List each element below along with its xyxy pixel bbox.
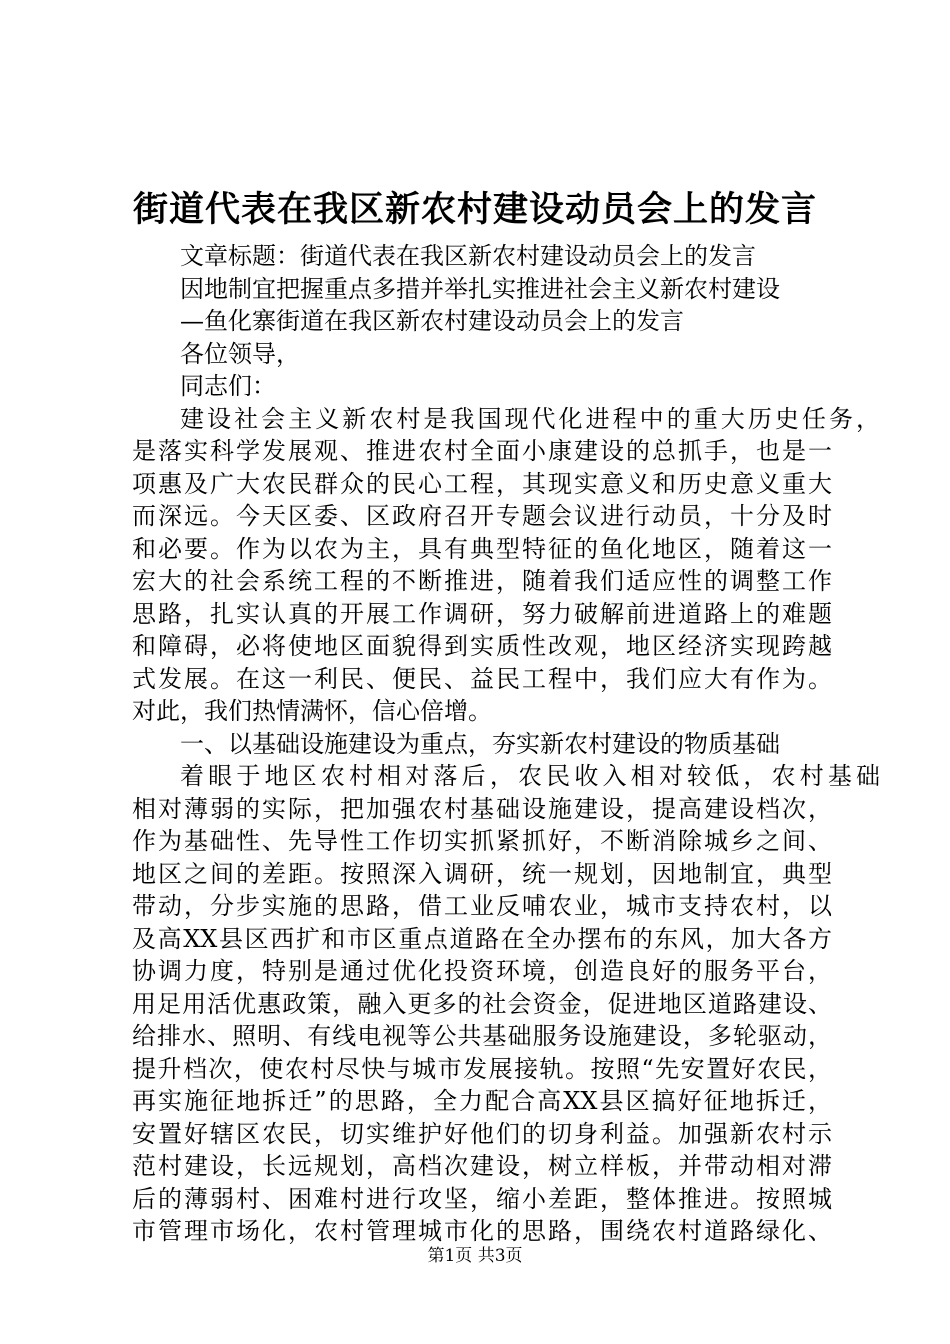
paragraph-line: 而深远。今天区委、区政府召开专题会议进行动员，十分及时 [132, 502, 832, 530]
paragraph-line: 相对薄弱的实际，把加强农村基础设施建设，提高建设档次， [132, 794, 832, 823]
paragraph-line: 再实施征地拆迁”的思路，全力配合高XX县区搞好征地拆迁， [132, 1087, 832, 1115]
paragraph-line: 作为基础性、先导性工作切实抓紧抓好，不断消除城乡之间、 [132, 827, 832, 855]
paragraph-line: 是落实科学发展观、推进农村全面小康建设的总抓手，也是一 [132, 437, 832, 465]
paragraph-line: 带动，分步实施的思路，借工业反哺农业，城市支持农村，以 [132, 892, 832, 920]
subtitle-line: —鱼化寨街道在我区新农村建设动员会上的发言 [180, 307, 684, 335]
paragraph-line: 安置好辖区农民，切实维护好他们的切身利益。加强新农村示 [132, 1119, 832, 1148]
subtitle-line: 因地制宜把握重点多措并举扎实推进社会主义新农村建设 [180, 274, 780, 303]
paragraph-line: 思路，扎实认真的开展工作调研，努力破解前进道路上的难题 [132, 599, 832, 628]
paragraph-line: 范村建设，长远规划，高档次建设，树立样板，并带动相对滞 [132, 1152, 832, 1180]
paragraph-line: 对此，我们热情满怀，信心倍增。 [132, 697, 492, 725]
paragraph-line: 协调力度，特别是通过优化投资环境，创造良好的服务平台， [132, 957, 832, 985]
page-footer: 第1页 共3页 [427, 1246, 523, 1266]
paragraph-line: 和必要。作为以农为主，具有典型特征的鱼化地区，随着这一 [132, 534, 832, 563]
salutation-line: 各位领导， [180, 339, 300, 368]
paragraph-line: 项惠及广大农民群众的民心工程，其现实意义和历史意义重大 [132, 469, 832, 498]
paragraph-line: 给排水、照明、有线电视等公共基础服务设施建设，多轮驱动， [132, 1022, 832, 1050]
paragraph-line: 用足用活优惠政策，融入更多的社会资金，促进地区道路建设、 [132, 989, 832, 1018]
article-title-line: 文章标题：街道代表在我区新农村建设动员会上的发言 [180, 242, 756, 270]
document-body [132, 240, 880, 1248]
paragraph-line: 提升档次，使农村尽快与城市发展接轨。按照“先安置好农民， [132, 1054, 832, 1083]
paragraph-line: 式发展。在这一利民、便民、益民工程中，我们应大有作为。 [132, 664, 832, 693]
document-title: 街道代表在我区新农村建设动员会上的发言 [132, 189, 817, 230]
paragraph-line: 后的薄弱村、困难村进行攻坚，缩小差距，整体推进。按照城 [132, 1184, 832, 1213]
paragraph-line: 及高XX县区西扩和市区重点道路在全办摆布的东风，加大各方 [132, 924, 832, 953]
section-heading: 一、以基础设施建设为重点，夯实新农村建设的物质基础 [180, 729, 780, 758]
paragraph-line: 建设社会主义新农村是我国现代化进程中的重大历史任务， [180, 404, 880, 433]
paragraph-line: 和障碍，必将使地区面貌得到实质性改观，地区经济实现跨越 [132, 632, 832, 660]
paragraph-line: 市管理市场化，农村管理城市化的思路，围绕农村道路绿化、 [132, 1217, 832, 1245]
paragraph-line: 着眼于地区农村相对落后，农民收入相对较低，农村基础 [180, 762, 880, 790]
salutation-line: 同志们： [180, 372, 276, 400]
paragraph-line: 地区之间的差距。按照深入调研，统一规划，因地制宜，典型 [132, 859, 832, 888]
paragraph-line: 宏大的社会系统工程的不断推进，随着我们适应性的调整工作 [132, 567, 832, 595]
